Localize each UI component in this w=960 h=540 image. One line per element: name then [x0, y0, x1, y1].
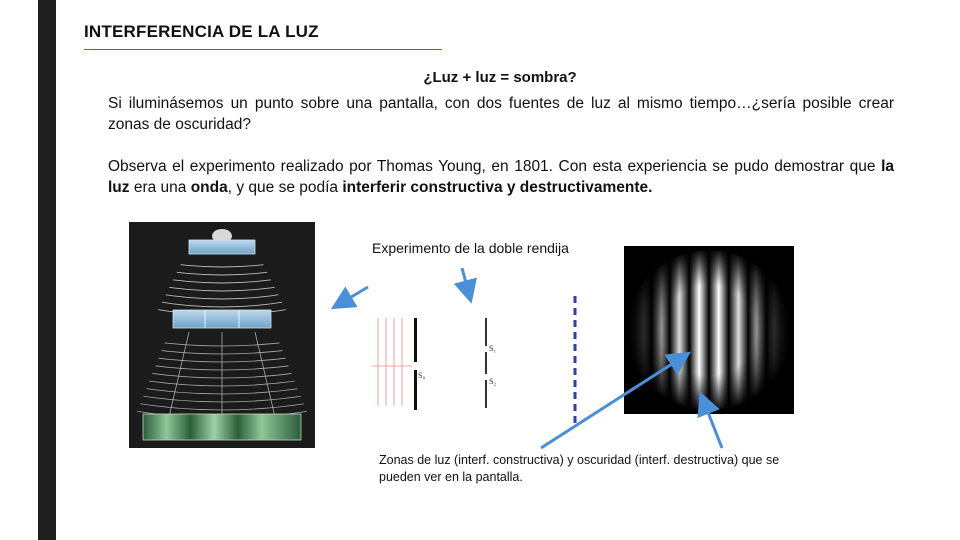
ripple-tank-image	[129, 222, 315, 448]
slide-title: INTERFERENCIA DE LA LUZ	[84, 22, 319, 41]
slide-subtitle: ¿Luz + luz = sombra?	[423, 69, 577, 86]
title-underline	[84, 49, 442, 50]
double-slit-caption: Experimento de la doble rendija	[372, 240, 569, 256]
intro-paragraph: Si iluminásemos un punto sobre una pantalla, con dos fuentes de luz al mismo tiempo…¿sería posible crear zonas de oscuridad?	[108, 95, 894, 133]
slit-label-s2: S₂	[489, 377, 497, 386]
paragraph-text: era una	[129, 179, 191, 196]
fringes-caption: Zonas de luz (interf. constructiva) y oscuridad (interf. destructiva) que se pueden ver en la pantalla.	[379, 453, 780, 484]
young-paragraph	[108, 156, 894, 198]
paragraph-text: Observa el experimento realizado por Thomas Young, en 1801. Con esta experiencia se pudo demostrar que	[108, 158, 882, 175]
paragraph-bold-onda: onda	[190, 179, 228, 196]
paragraph-text: , y que se podía	[227, 179, 343, 196]
slit-label-s0: S₀	[418, 371, 426, 380]
arrow-to-ripple-tank	[336, 287, 368, 306]
paragraph-bold-luz: la luz	[108, 158, 894, 196]
arrow-to-slits	[462, 268, 470, 298]
double-slit-diagram	[372, 296, 582, 426]
slit-label-s1: S₁	[489, 344, 497, 353]
interference-fringes-image	[624, 246, 794, 414]
paragraph-bold-interferir: interferir constructiva y destructivamente.	[342, 179, 653, 196]
